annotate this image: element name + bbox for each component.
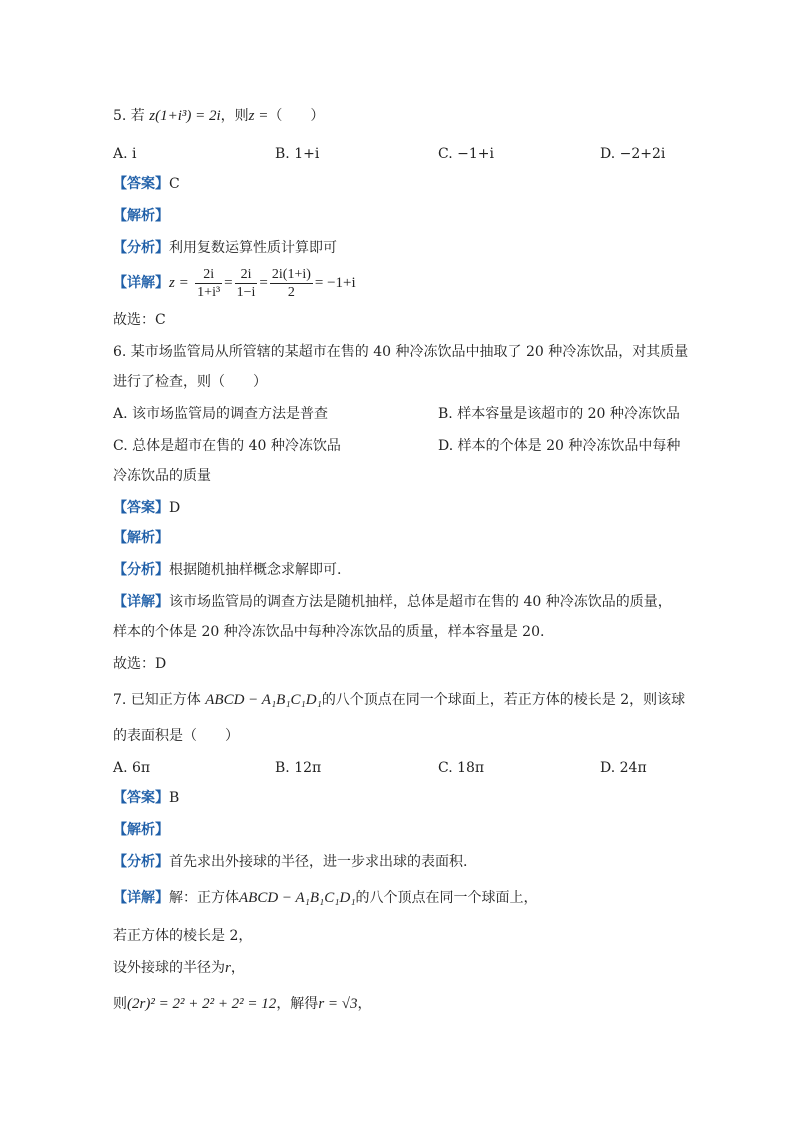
xiangjie-tag: 【详解】 <box>113 594 169 610</box>
q7-fenxi <box>113 852 467 872</box>
eq-end: ， <box>357 996 372 1012</box>
fenxi-text: 根据随机抽样概念求解即可. <box>169 562 342 578</box>
q7-option-d: D. 24π <box>600 760 647 776</box>
xiangjie-rest: 的八个顶点在同一个球面上， <box>355 890 538 906</box>
eq-prefix: 则 <box>113 996 127 1012</box>
q7-stem-line2: 的表面积是（ ） <box>113 728 239 744</box>
radius-text: 设外接球的半径为 <box>113 960 225 976</box>
q6-option-d: D. 样本的个体是 20 种冷冻饮品中每种 <box>438 438 681 454</box>
xiangjie-text: 该市场监管局的调查方法是随机抽样，总体是超市在售的 40 种冷冻饮品的质量， <box>169 594 672 610</box>
xiangjie-prefix: 解：正方体 <box>169 890 239 906</box>
jiexi-tag: 【解析】 <box>113 822 169 838</box>
answer-value: D <box>169 500 181 516</box>
fraction-2 <box>235 266 258 301</box>
q5-option-c: C. −1+i <box>438 146 494 162</box>
radius-end: ， <box>230 960 245 976</box>
fenxi-tag: 【分析】 <box>113 562 169 578</box>
fenxi-text: 首先求出外接球的半径，进一步求出球的表面积. <box>169 854 468 870</box>
xiangjie-solid: ABCD − A₁B₁C₁D₁ <box>239 890 356 906</box>
q6-stem-line1: 6. 某市场监管局从所管辖的某超市在售的 40 种冷冻饮品中抽取了 20 种冷冻饮品，对其质量 <box>113 344 689 360</box>
fraction-1-den: 1+i³ <box>197 284 221 300</box>
q5-fenxi <box>113 238 337 258</box>
fraction-2-num: 2i <box>235 266 258 284</box>
q7-stem-prefix: 7. 已知正方体 <box>113 692 201 708</box>
q6-option-c: C. 总体是超市在售的 40 种冷冻饮品 <box>113 438 341 454</box>
q7-stem-line1 <box>113 690 685 710</box>
q7-option-c: C. 18π <box>438 760 485 776</box>
answer-tag: 【答案】 <box>113 500 169 516</box>
eq-mid: ，解得 <box>276 996 319 1012</box>
q6-option-b: B. 样本容量是该超市的 20 种冷冻饮品 <box>438 406 680 422</box>
fraction-3 <box>270 266 313 301</box>
q5-stem <box>113 106 324 126</box>
answer-value: C <box>169 176 180 192</box>
q5-stem-mid: ，则 <box>220 108 249 124</box>
q5-option-d: D. −2+2i <box>600 146 666 162</box>
q6-fenxi <box>113 560 341 580</box>
equals-sign: = <box>224 275 233 291</box>
answer-tag: 【答案】 <box>113 176 169 192</box>
q5-stem-equation: z(1+i³) = 2i <box>149 108 221 124</box>
q7-jiexi <box>113 820 169 840</box>
fenxi-tag: 【分析】 <box>113 240 169 256</box>
q7-stem-rest: 的八个顶点在同一个球面上，若正方体的棱长是 2，则该球 <box>321 692 686 708</box>
q5-option-a: A. i <box>113 146 137 162</box>
answer-value: B <box>169 790 180 806</box>
q7-stem-solid: ABCD − A₁B₁C₁D₁ <box>205 692 322 708</box>
q6-xiangjie-line2: 样本的个体是 20 种冷冻饮品中每种冷冻饮品的质量，样本容量是 20. <box>113 624 545 640</box>
q5-stem-prefix: 5. 若 <box>113 108 145 124</box>
equals-sign: = <box>259 275 268 291</box>
xiangjie-tag: 【详解】 <box>113 890 169 906</box>
jiexi-tag: 【解析】 <box>113 530 169 546</box>
q7-option-a: A. 6π <box>113 760 151 776</box>
q7-answer <box>113 788 179 808</box>
q7-xiangjie <box>113 888 538 908</box>
fraction-2-den: 1−i <box>236 284 256 300</box>
q5-stem-z: z = <box>248 108 269 124</box>
q6-jiexi <box>113 528 169 548</box>
q5-stem-paren: （ ） <box>268 108 325 124</box>
q5-guxuan: 故选：C <box>113 312 166 328</box>
xiangjie-tag: 【详解】 <box>113 275 169 291</box>
q6-option-d-cont: 冷冻饮品的质量 <box>113 468 211 484</box>
q5-answer <box>113 174 180 194</box>
q6-option-a: A. 该市场监管局的调查方法是普查 <box>113 406 329 422</box>
fraction-3-num: 2i(1+i) <box>271 266 311 282</box>
q5-option-b: B. 1+i <box>275 146 320 162</box>
q5-jiexi <box>113 206 169 226</box>
fraction-1 <box>195 266 222 301</box>
xiangjie-lhs: z = <box>169 275 189 291</box>
radius-var: r <box>225 960 231 976</box>
fenxi-text: 利用复数运算性质计算即可 <box>169 240 337 256</box>
q7-edge-line: 若正方体的棱长是 2， <box>113 928 253 944</box>
q6-stem-line2: 进行了检查，则（ ） <box>113 374 267 390</box>
answer-tag: 【答案】 <box>113 790 169 806</box>
eq-solution: r = √3 <box>318 996 358 1012</box>
fenxi-tag: 【分析】 <box>113 854 169 870</box>
q6-answer <box>113 498 180 518</box>
q7-option-b: B. 12π <box>275 760 322 776</box>
q6-guxuan: 故选：D <box>113 656 167 672</box>
q7-equation-line <box>113 994 372 1014</box>
q6-xiangjie <box>113 592 672 612</box>
result: = −1+i <box>314 275 356 291</box>
fraction-3-den: 2 <box>287 284 295 300</box>
q7-radius-line <box>113 958 245 978</box>
eq-main: (2r)² = 2² + 2² + 2² = 12 <box>127 996 277 1012</box>
fraction-1-num: 2i <box>195 266 222 284</box>
jiexi-tag: 【解析】 <box>113 208 169 224</box>
q5-xiangjie <box>113 264 356 302</box>
